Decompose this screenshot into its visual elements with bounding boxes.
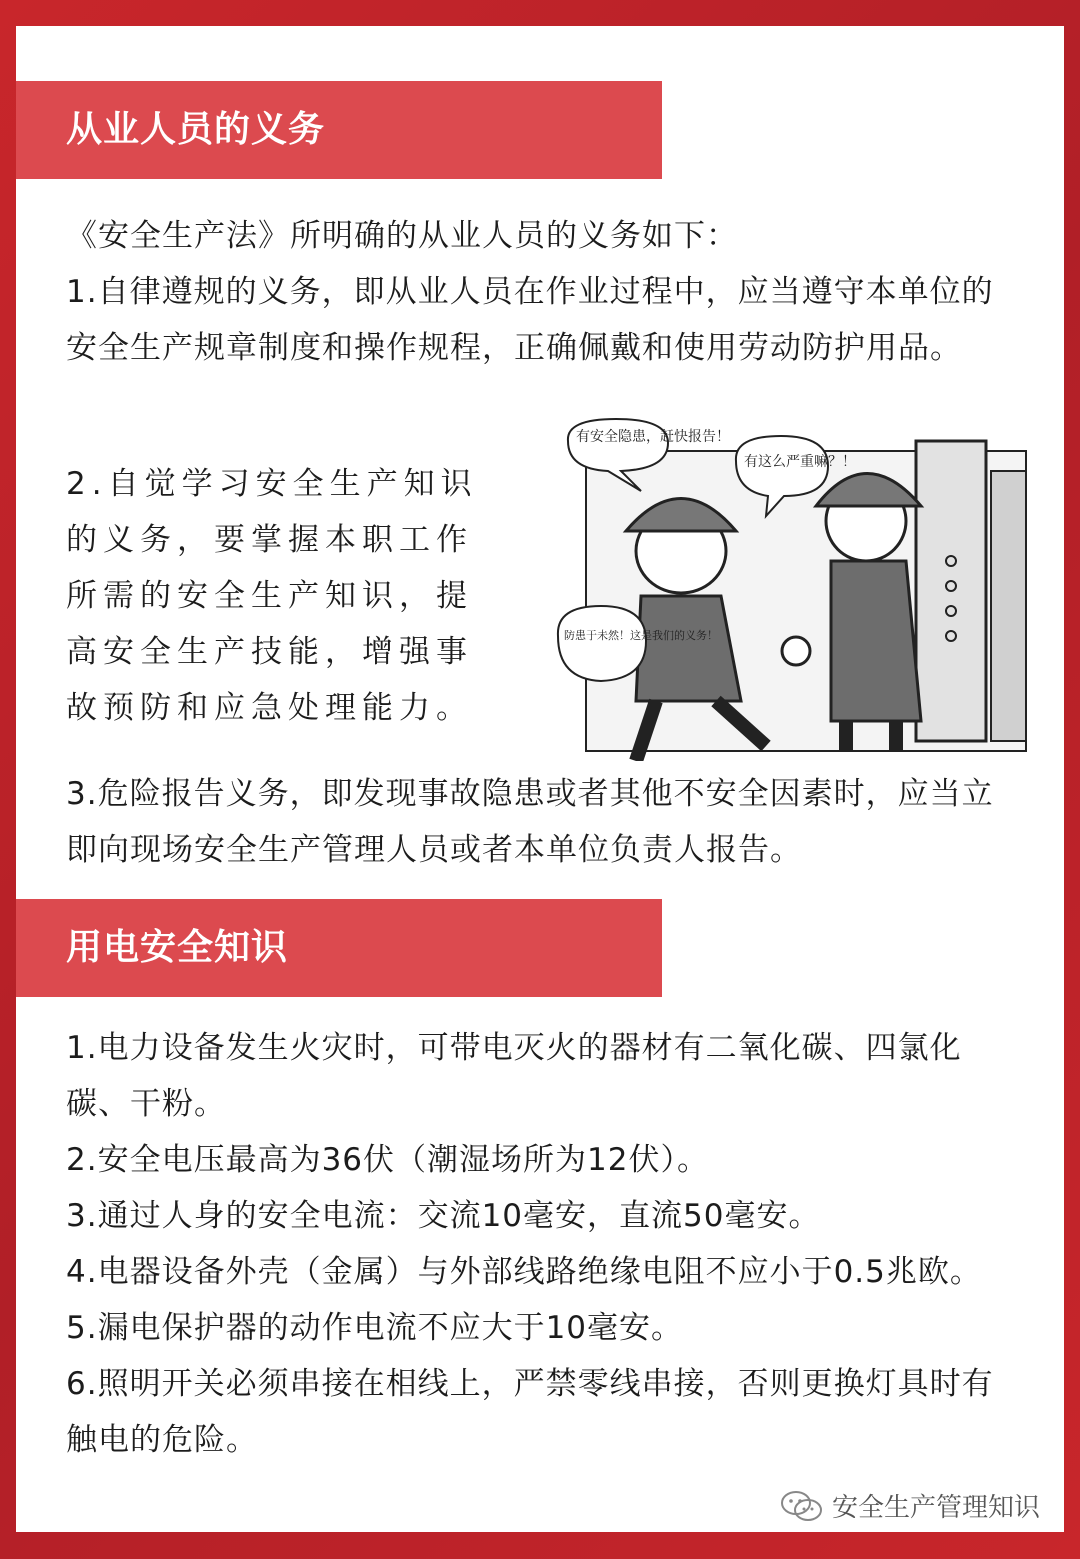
electric-item-6: 6.照明开关必须串接在相线上，严禁零线串接，否则更换灯具时有触电的危险。	[66, 1366, 994, 1458]
electric-item-5: 5.漏电保护器的动作电流不应大于10毫安。	[66, 1310, 684, 1346]
bubble-text-3: 防患于未然！这是我们的义务！	[564, 629, 718, 642]
duty-item-1: 1.自律遵规的义务，即从业人员在作业过程中，应当遵守本单位的安全生产规章制度和操作规程，正确佩戴和使用劳动防护用品。	[66, 274, 994, 366]
bubble-text-1: 有安全隐患，赶快报告！	[576, 429, 730, 445]
section-title-electric-safety: 用电安全知识	[16, 899, 662, 997]
duty-item-2: 2.自觉学习安全生产知识的义务，要掌握本职工作所需的安全生产知识，提高安全生产技能，增强事故预防和应急处理能力。	[66, 466, 478, 726]
electric-item-3: 3.通过人身的安全电流：交流10毫安，直流50毫安。	[66, 1198, 821, 1234]
duty-item-3: 3.危险报告义务，即发现事故隐患或者其他不安全因素时，应当立即向现场安全生产管理人员或者本单位负责人报告。	[66, 776, 994, 868]
bubble-text-2: 有这么严重嘛？！	[744, 454, 856, 470]
electric-item-4: 4.电器设备外壳（金属）与外部线路绝缘电阻不应小于0.5兆欧。	[66, 1254, 982, 1290]
content-card	[16, 26, 1064, 1532]
electric-safety-list	[66, 1020, 1016, 1468]
duties-intro-block	[66, 208, 1016, 376]
duties-intro: 《安全生产法》所明确的从业人员的义务如下：	[66, 218, 738, 254]
watermark	[780, 1487, 1040, 1524]
watermark-text: 安全生产管理知识	[831, 1493, 1040, 1523]
cartoon-illustration	[546, 411, 1036, 761]
electric-item-2: 2.安全电压最高为36伏（潮湿场所为12伏）。	[66, 1142, 709, 1178]
section-title-duties: 从业人员的义务	[16, 81, 662, 179]
electric-item-1: 1.电力设备发生火灾时，可带电灭火的器材有二氧化碳、四氯化碳、干粉。	[66, 1030, 962, 1122]
wechat-icon	[780, 1489, 824, 1523]
